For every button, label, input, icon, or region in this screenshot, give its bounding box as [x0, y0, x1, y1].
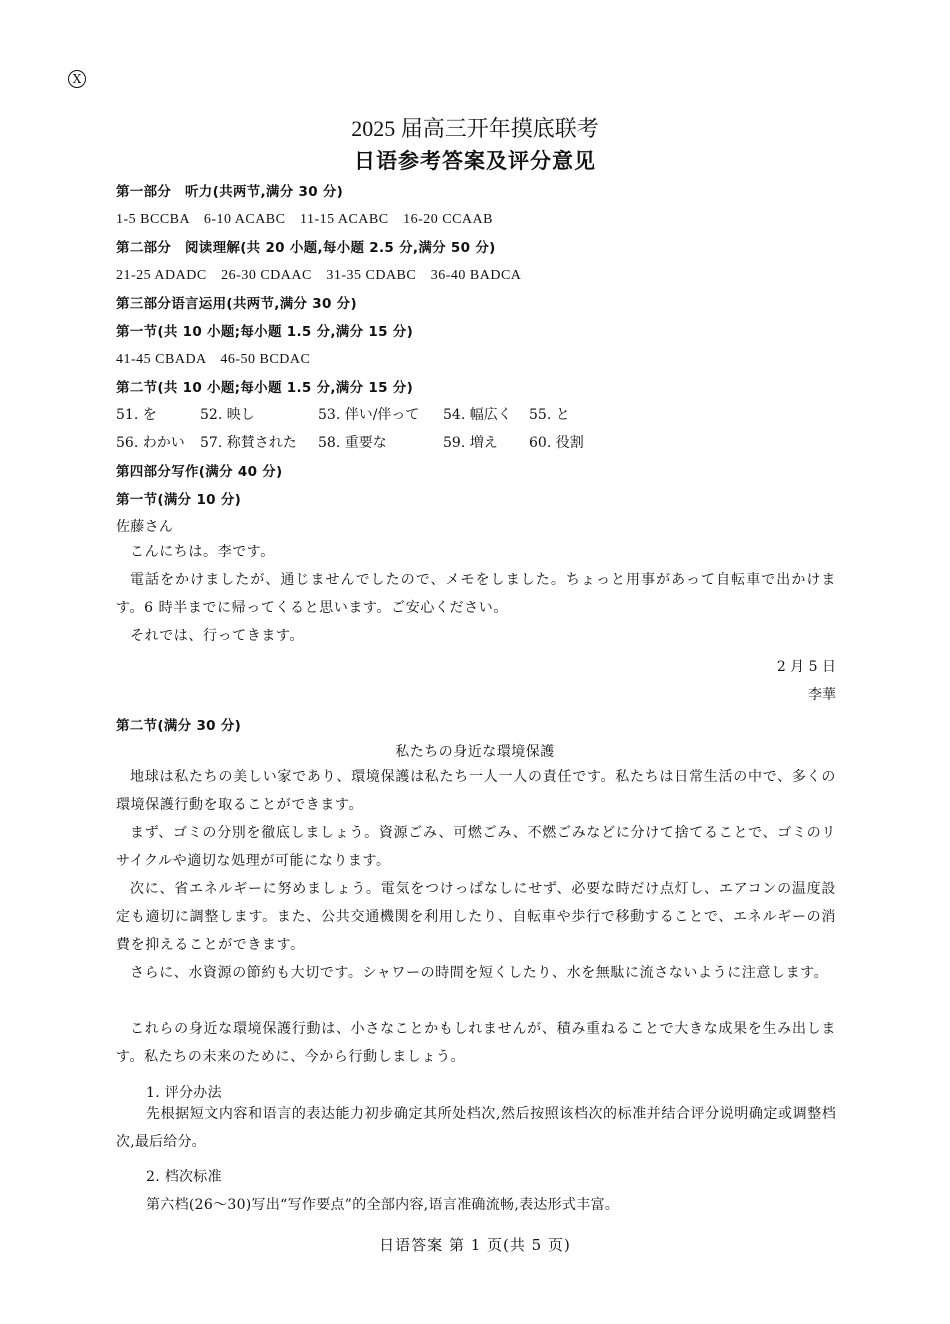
exam-subtitle: 日语参考答案及评分意见	[354, 149, 596, 173]
memo-paragraph-3: それでは、行ってきます。	[130, 628, 305, 644]
page-footer: 日语答案 第 1 页(共 5 页)	[379, 1236, 571, 1254]
memo-signature: 李華	[808, 687, 836, 703]
memo-paragraph-2: 電話をかけましたが、通じませんでしたので、メモをしました。ちょっと用事があって自転車で出かけます。6 時半までに帰ってくると思います。ご安心ください。	[116, 572, 836, 616]
answer-55: 55. と	[529, 407, 570, 423]
part3-section2-heading: 第二节(共 10 小题;每小题 1.5 分,满分 15 分)	[116, 380, 414, 396]
answer-52: 52. 映し	[200, 407, 255, 423]
memo-paragraph-1: こんにちは。李です。	[130, 544, 275, 560]
memo-recipient: 佐藤さん	[116, 519, 174, 535]
part1-heading: 第一部分 听力(共两节,满分 30 分)	[116, 184, 344, 200]
part4-section2-heading: 第二节(满分 30 分)	[116, 718, 242, 734]
answer-53: 53. 伴い/伴って	[318, 407, 420, 423]
essay-paragraph-4: さらに、水資源の節約も大切です。シャワーの時間を短くしたり、水を無駄に流さないように注意します。	[130, 965, 829, 981]
part2-answers: 21-25 ADADC 26-30 CDAAC 31-35 CDABC 36-40 BADCA	[116, 268, 522, 283]
essay-paragraph-2: まず、ゴミの分別を徹底しましょう。資源ごみ、可燃ごみ、不燃ごみなどに分けて捨てることで、ゴミのリサイクルや適切な処理が可能になります。	[116, 825, 836, 869]
essay-paragraph-3: 次に、省エネルギーに努めましょう。電気をつけっぱなしにせず、必要な時だけ点灯し、エアコンの温度設定も適切に調整します。また、公共交通機関を利用したり、自転車や歩行で移動することで、エネルギーの消費を抑えることができます。	[116, 881, 836, 953]
memo-date: 2 月 5 日	[776, 659, 836, 675]
part2-heading: 第二部分 阅读理解(共 20 小题,每小题 2.5 分,满分 50 分)	[116, 240, 496, 256]
part3-section1-answers: 41-45 CBADA 46-50 BCDAC	[116, 352, 311, 367]
scoring-levels-title: 2. 档次标准	[146, 1169, 222, 1185]
part1-answers: 1-5 BCCBA 6-10 ACABC 11-15 ACABC 16-20 CCAAB	[116, 212, 493, 227]
answer-59: 59. 増え	[443, 435, 498, 451]
part4-heading: 第四部分写作(满分 40 分)	[116, 464, 283, 480]
answer-57: 57. 称賛された	[200, 435, 297, 451]
essay-paragraph-1: 地球は私たちの美しい家であり、環境保護は私たち一人一人の責任です。私たちは日常生活の中で、多くの環境保護行動を取ることができます。	[116, 769, 836, 813]
corner-mark: X	[68, 70, 86, 88]
part3-section1-heading: 第一节(共 10 小题;每小题 1.5 分,满分 15 分)	[116, 324, 414, 340]
answer-54: 54. 幅広く	[443, 407, 512, 423]
answer-51: 51. を	[116, 407, 157, 423]
part3-heading: 第三部分语言运用(共两节,满分 30 分)	[116, 296, 357, 312]
answer-60: 60. 役割	[529, 435, 584, 451]
essay-title: 私たちの身近な環境保護	[395, 744, 555, 760]
answer-56: 56. わかい	[116, 435, 185, 451]
scoring-method-title: 1. 评分办法	[146, 1085, 222, 1101]
part4-section1-heading: 第一节(满分 10 分)	[116, 492, 242, 508]
essay-paragraph-5: これらの身近な環境保護行動は、小さなことかもしれませんが、積み重ねることで大きな成果を生み出します。私たちの未来のために、今から行動しましょう。	[116, 1021, 836, 1065]
scoring-level-6: 第六档(26～30)写出“写作要点”的全部内容,语言准确流畅,表达形式丰富。	[146, 1197, 620, 1213]
answer-58: 58. 重要な	[318, 435, 387, 451]
exam-title: 2025 届高三开年摸底联考	[351, 116, 599, 141]
scoring-method-text: 先根据短文内容和语言的表达能力初步确定其所处档次,然后按照该档次的标准并结合评分说明确定或调整档次,最后给分。	[116, 1106, 836, 1150]
